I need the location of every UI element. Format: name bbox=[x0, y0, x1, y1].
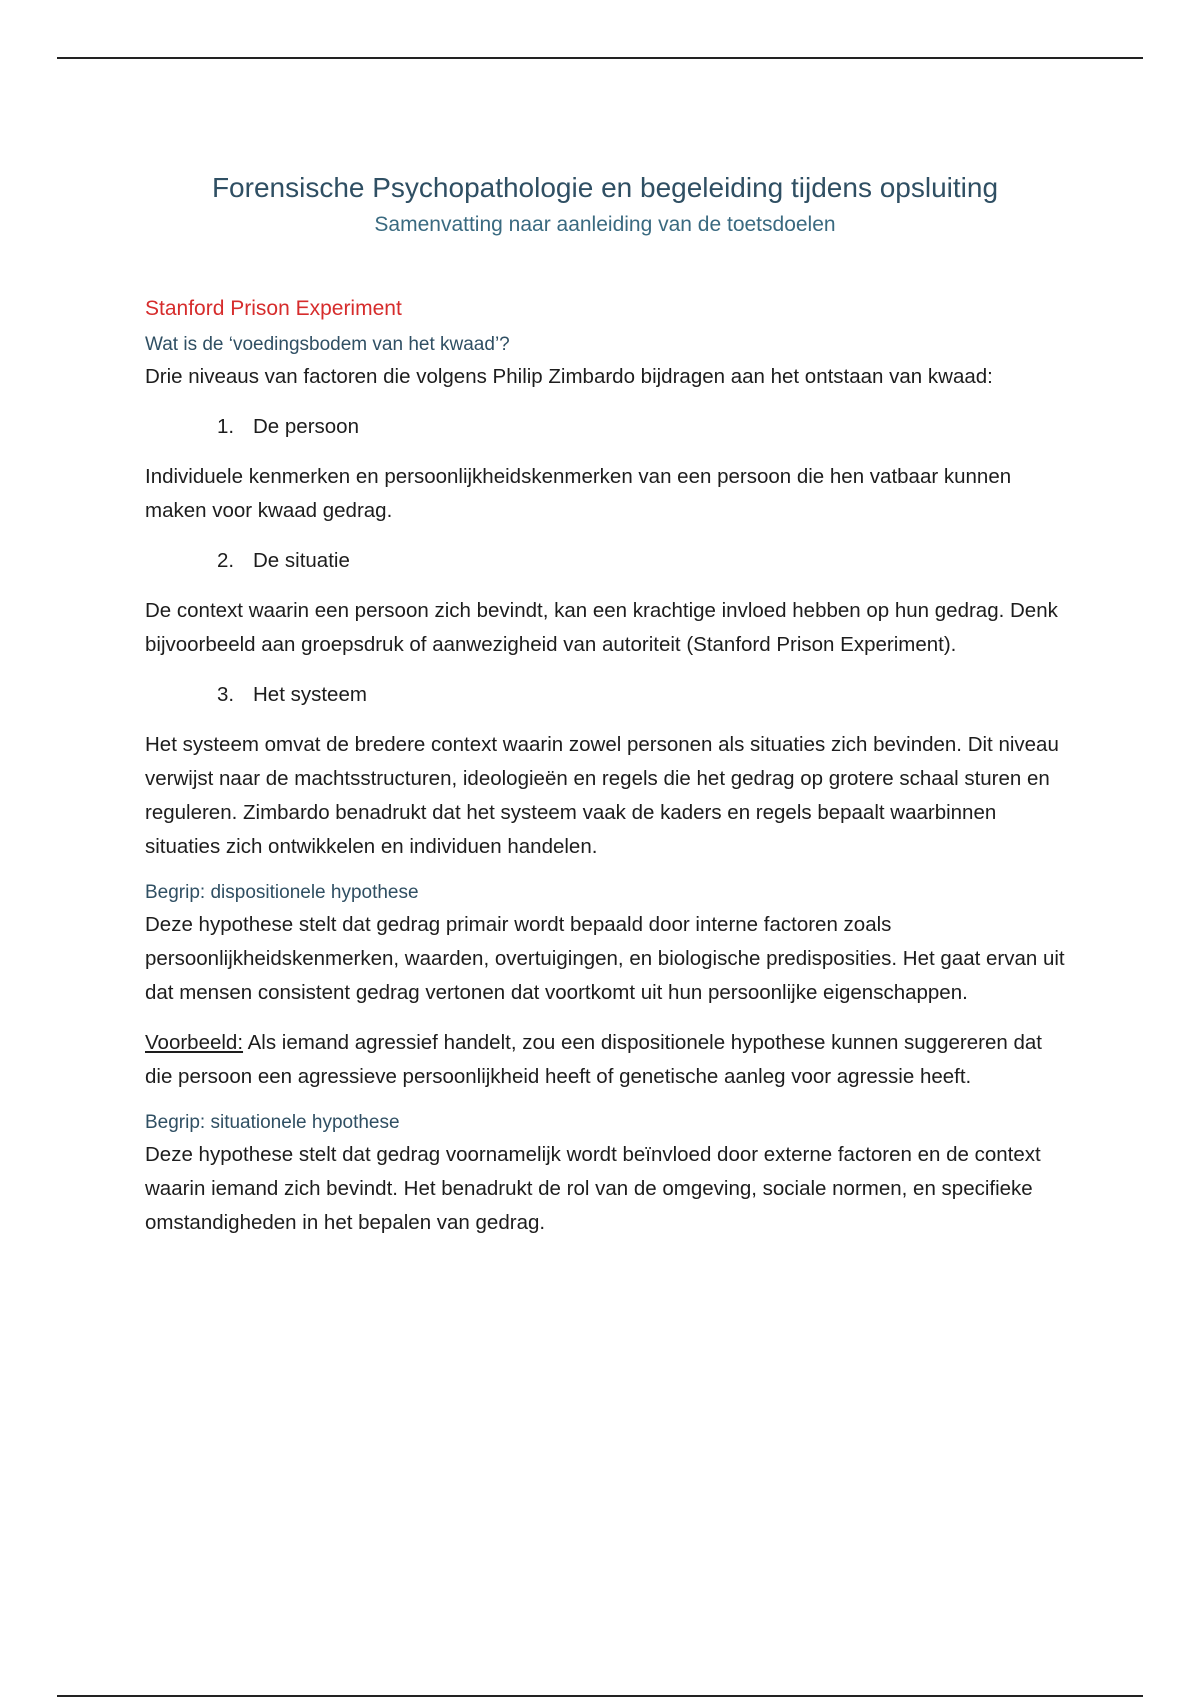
section-heading: Stanford Prison Experiment bbox=[145, 297, 402, 320]
section-question: Wat is de ‘voedingsbodem van het kwaad’? bbox=[145, 334, 510, 355]
list-item-situatie bbox=[217, 544, 1065, 578]
document-title: Forensische Psychopathologie en begeleiding tijdens opsluiting bbox=[211, 172, 999, 203]
list-item-persoon bbox=[217, 410, 1065, 444]
list-item-systeem bbox=[217, 678, 1065, 712]
concept-text-situational: Deze hypothese stelt dat gedrag voornamelijk wordt beïnvloed door externe factoren en de context waarin iemand zich bevindt. Het benadrukt de rol van de omgeving, sociale normen, en specifieke omstandigheden in het bepalen van gedrag. bbox=[145, 1143, 1041, 1234]
level-description: De context waarin een persoon zich bevindt, kan een krachtige invloed hebben op hun gedrag. Denk bijvoorbeeld aan groepsdruk of aanwezigheid van autoriteit (Stanford Prison Experiment). bbox=[145, 599, 1058, 656]
list-label: Het systeem bbox=[253, 683, 367, 706]
list-number: 1. bbox=[217, 415, 235, 438]
list-number: 2. bbox=[217, 549, 235, 572]
level-description: Individuele kenmerken en persoonlijkheidskenmerken van een persoon die hen vatbaar kunnen maken voor kwaad gedrag. bbox=[145, 465, 1012, 522]
document-subtitle: Samenvatting naar aanleiding van de toetsdoelen bbox=[374, 213, 836, 236]
header-rule bbox=[57, 57, 1143, 59]
list-label: De situatie bbox=[253, 549, 350, 572]
footer-rule bbox=[57, 1695, 1143, 1697]
list-label: De persoon bbox=[253, 415, 359, 438]
example-paragraph bbox=[145, 1026, 1065, 1094]
list-number: 3. bbox=[217, 683, 235, 706]
concept-heading-dispositional: Begrip: dispositionele hypothese bbox=[145, 882, 419, 903]
concept-heading-situational: Begrip: situationele hypothese bbox=[145, 1112, 400, 1133]
level-description: Het systeem omvat de bredere context waarin zowel personen als situaties zich bevinden. Dit niveau verwijst naar de machtsstructuren, ideologieën en regels die het gedrag op grotere schaal sturen en reguleren. Zimbardo benadrukt dat het systeem vaak de kaders en regels bepaalt waarbinnen situaties zich ontwikkelen en individuen handelen. bbox=[145, 733, 1059, 858]
document-body bbox=[145, 170, 1065, 1240]
example-text: Als iemand agressief handelt, zou een dispositionele hypothese kunnen suggereren dat die persoon een agressieve persoonlijkheid heeft of genetische aanleg voor agressie heeft. bbox=[145, 1031, 1042, 1088]
example-label: Voorbeeld: bbox=[145, 1031, 244, 1054]
intro-paragraph: Drie niveaus van factoren die volgens Philip Zimbardo bijdragen aan het ontstaan van kwaad: bbox=[145, 365, 993, 388]
concept-text-dispositional: Deze hypothese stelt dat gedrag primair wordt bepaald door interne factoren zoals persoonlijkheidskenmerken, waarden, overtuigingen, en biologische predisposities. Het gaat ervan uit dat mensen consistent gedrag vertonen dat voortkomt uit hun persoonlijke eigenschappen. bbox=[145, 913, 1065, 1004]
